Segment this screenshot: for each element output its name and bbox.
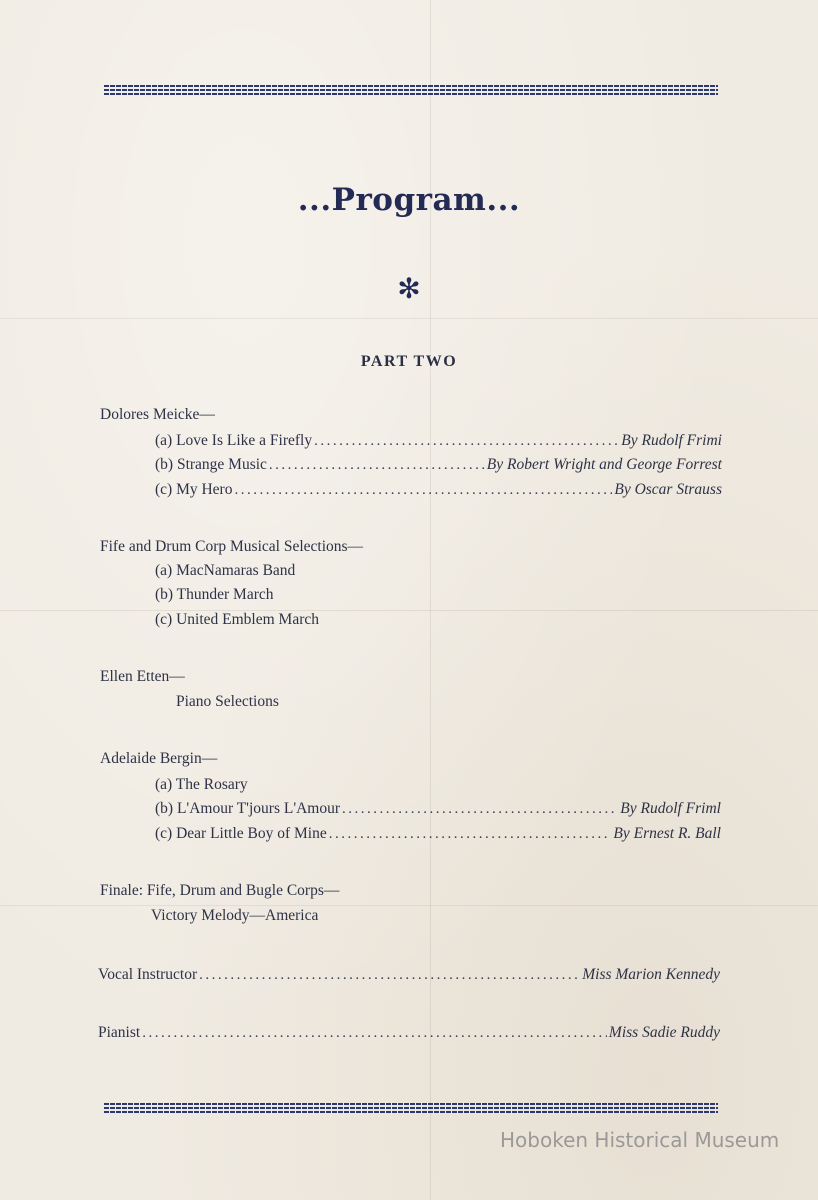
dot-leader — [199, 967, 580, 984]
performer-name: Finale: Fife, Drum and Bugle Corps— — [100, 882, 340, 899]
program-title: ...Program... — [297, 182, 521, 218]
program-entry — [155, 800, 721, 818]
composer: By Robert Wright and George Forrest — [486, 456, 722, 473]
composer: By Oscar Strauss — [614, 481, 722, 498]
decorative-rule-bottom — [104, 1103, 718, 1115]
credit-role: Vocal Instructor — [98, 966, 198, 983]
piece-title: (b) L'Amour T'jours L'Amour — [155, 800, 341, 817]
paper-fold — [0, 610, 818, 611]
piece-title: (c) United Emblem March — [155, 611, 319, 628]
part-heading: PART TWO — [360, 353, 458, 370]
piece-title: (b) Strange Music — [155, 456, 267, 473]
credit-entry — [98, 966, 720, 984]
performer-name: Ellen Etten— — [100, 668, 185, 685]
program-entry — [155, 825, 721, 843]
dot-leader — [269, 457, 485, 474]
program-entry — [155, 432, 722, 450]
performer-name: Dolores Meicke— — [100, 406, 215, 423]
asterisk-ornament-icon: ✻ — [397, 272, 421, 305]
piece-title: Victory Melody—America — [151, 907, 319, 924]
museum-watermark: Hoboken Historical Museum — [500, 1128, 780, 1152]
piece-title: (c) Dear Little Boy of Mine — [155, 825, 327, 842]
credit-entry — [98, 1024, 720, 1042]
credit-name: Miss Marion Kennedy — [582, 966, 720, 983]
program-entry — [155, 481, 722, 499]
composer: By Ernest R. Ball — [613, 825, 721, 842]
composer: By Rudolf Frimi — [621, 432, 722, 449]
dot-leader — [234, 482, 612, 499]
performer-name: Fife and Drum Corp Musical Selections— — [100, 538, 364, 555]
dot-leader — [314, 433, 619, 450]
composer: By Rudolf Friml — [620, 800, 721, 817]
dot-leader — [329, 826, 612, 843]
paper-fold-vertical — [430, 0, 431, 1200]
piece-title: (a) MacNamaras Band — [155, 562, 296, 579]
decorative-rule-top — [104, 85, 718, 97]
piece-title: (c) My Hero — [155, 481, 233, 498]
program-entry — [155, 456, 722, 474]
piece-title: (a) The Rosary — [155, 776, 248, 793]
performer-name: Adelaide Bergin— — [100, 750, 218, 767]
piece-title: (a) Love Is Like a Firefly — [155, 432, 313, 449]
credit-role: Pianist — [98, 1024, 141, 1041]
paper-fold — [0, 318, 818, 319]
paper-fold — [0, 905, 818, 906]
dot-leader — [342, 801, 618, 818]
credit-name: Miss Sadie Ruddy — [608, 1024, 720, 1041]
piece-title: (b) Thunder March — [155, 586, 274, 603]
piece-title: Piano Selections — [176, 693, 279, 710]
dot-leader — [142, 1025, 607, 1042]
